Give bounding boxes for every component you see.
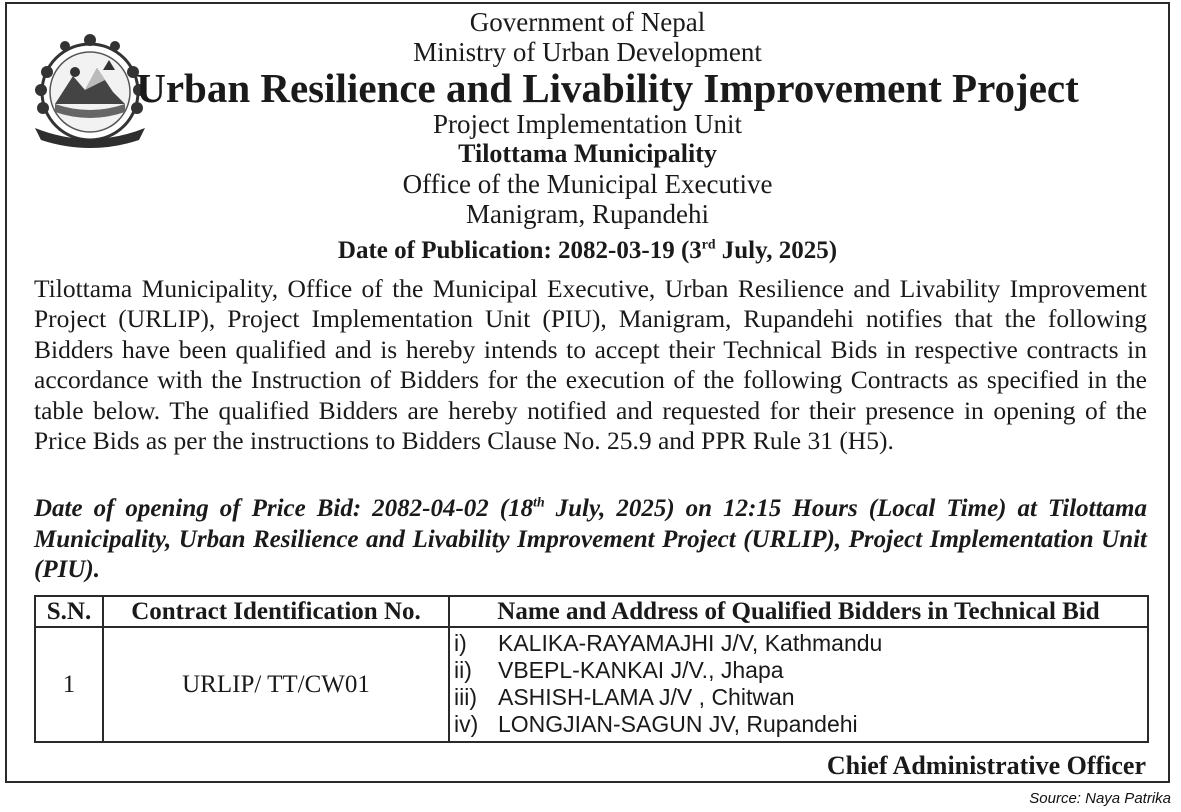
bidder-name: KALIKA-RAYAMAJHI J/V, Kathmandu — [498, 630, 883, 656]
cell-contract-id: URLIP/ TT/CW01 — [103, 627, 449, 742]
government-name: Government of Nepal — [469, 7, 706, 37]
publication-date — [7, 237, 1168, 265]
qualified-bidders-table — [34, 595, 1149, 743]
source-credit: Source: Naya Patrika — [1029, 790, 1171, 807]
price-bid-opening — [34, 494, 1147, 586]
bidder-number: iii) — [454, 684, 477, 710]
bidder-number: ii) — [454, 657, 472, 683]
signatory-title: Chief Administrative Officer — [826, 751, 1146, 780]
unit-name: Project Implementation Unit — [433, 109, 742, 139]
list-item — [454, 630, 1147, 657]
notice-body: Tilottama Municipality, Office of the Municipal Executive, Urban Resilience and Livability Improvement Project (URLIP), Project Implementation Unit (PIU), Manigram, Rupandehi notifies that the following Bidders have been qualified and is hereby intends to accept their Technical Bids in respective contracts in accordance with the Instruction of Bidders for the execution of the following Contracts as specified in the table below. The qualified Bidders are hereby notified and requested for their presence in opening of the Price Bids as per the instructions to Bidders Clause No. 25.9 and PPR Rule 31 (H5). — [34, 274, 1147, 456]
list-item — [454, 684, 1147, 711]
bidder-name: VBEPL-KANKAI J/V., Jhapa — [498, 657, 784, 683]
office-location: Manigram, Rupandehi — [466, 199, 709, 229]
bidder-number: iv) — [454, 711, 479, 737]
table-row — [35, 627, 1148, 742]
price-bid-head: Date of opening of Price Bid: 2082-04-02 (18 — [34, 495, 534, 522]
bidder-number: i) — [454, 630, 467, 656]
project-title: Urban Resilience and Livability Improvement Project — [136, 65, 1079, 111]
cell-sn: 1 — [35, 627, 103, 742]
municipality-name: Tilottama Municipality — [458, 139, 717, 168]
ministry-name: Ministry of Urban Development — [413, 37, 762, 67]
cell-bidders — [449, 627, 1148, 742]
tender-notice — [5, 2, 1170, 783]
publication-date-suffix: rd — [701, 236, 716, 252]
bidder-name: ASHISH-LAMA J/V , Chitwan — [498, 684, 795, 710]
publication-date-label: Date of Publication: 2082-03-19 (3 — [337, 237, 702, 264]
list-item — [454, 711, 1147, 738]
price-bid-tail: July, 2025) on 12:15 Hours (Local Time) at Tilottama Municipality, Urban Resilience and Livability Improvement Project (URLIP), Project Implementation Unit (PIU). — [34, 495, 1147, 583]
price-bid-suffix: th — [533, 494, 545, 510]
office-name: Office of the Municipal Executive — [402, 169, 773, 199]
list-item — [454, 657, 1147, 684]
column-header-contract: Contract Identification No. — [103, 596, 449, 627]
bidder-name: LONGJIAN-SAGUN JV, Rupandehi — [498, 711, 858, 737]
table-header-row — [35, 596, 1148, 627]
publication-date-tail: July, 2025) — [715, 237, 838, 264]
column-header-sn: S.N. — [35, 596, 103, 627]
column-header-bidders: Name and Address of Qualified Bidders in Technical Bid — [449, 596, 1148, 627]
